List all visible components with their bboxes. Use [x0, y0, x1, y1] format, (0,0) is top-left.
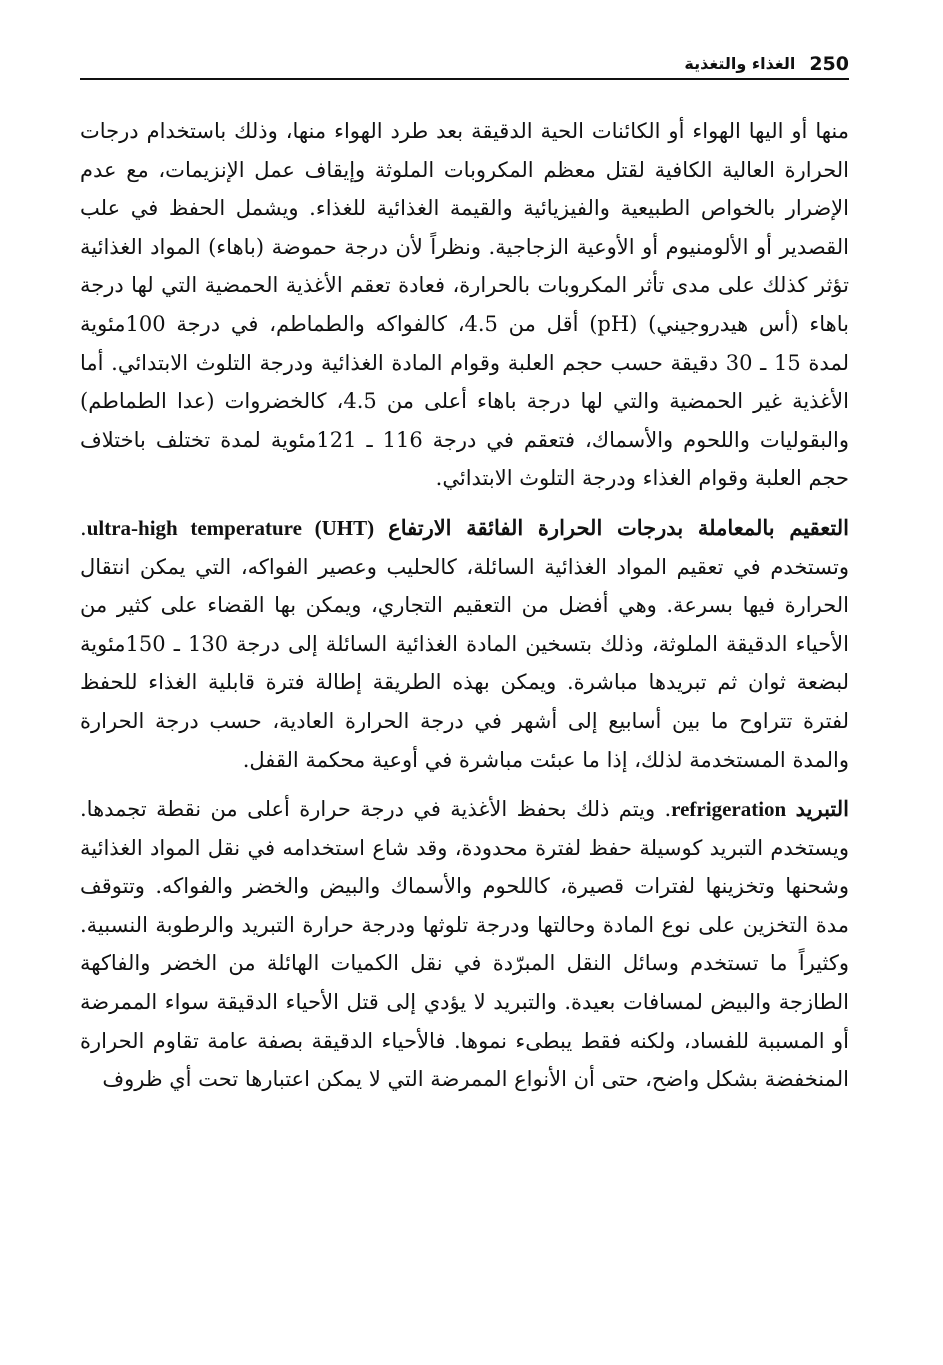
running-header: [80, 44, 849, 76]
paragraph-text: . ويتم ذلك بحفظ الأغذية في درجة حرارة أعلى من نقطة تجمدها. ويستخدم التبريد كوسيلة حفظ لفترة محدودة، وقد شاع استخدامه في نقل المواد الغذائية وشحنها وتخزينها لفترات قصيرة، كاللحوم والأسماك والبيض والخضر والفواكه. وتتوقف مدة التخزين على نوع المادة وحالتها ودرجة تلوثها ودرجة حرارة التبريد والرطوبة النسبية. وكثيراً ما تستخدم وسائل النقل المبرّدة في نقل الكميات الهائلة من الخضر والفاكهة الطازجة والبيض لمسافات بعيدة. والتبريد لا يؤدي إلى قتل الأحياء الدقيقة سواء الممرضة أو المسببة للفساد، ولكنه فقط يبطىء نموها. فالأحياء الدقيقة بصفة عامة تقاوم الحرارة المنخفضة بشكل واضح، حتى أن الأنواع الممرضة التي لا يمكن اعتبارها تحت أي ظروف: [80, 797, 849, 1092]
body-text: [80, 112, 849, 1099]
header-rule: [80, 78, 849, 80]
paragraph-text: . وتستخدم في تعقيم المواد الغذائية السائلة، كالحليب وعصير الفواكه، التي يمكن انتقال الحرارة فيها بسرعة. وهي أفضل من التعقيم التجاري، ويمكن بها القضاء على كثير من الأحياء الدقيقة الملوثة، وذلك بتسخين المادة الغذائية السائلة إلى درجة 130 ـ 150مئوية لبضعة ثوان ثم تبريدها مباشرة. ويمكن بهذه الطريقة إطالة فترة قابلية الغذاء للحفظ لفترة تتراوح ما بين أسابيع إلى أشهر في درجة الحرارة العادية، حسب درجة الحرارة والمدة المستخدمة لذلك، إذا ما عبئت مباشرة في أوعية محكمة القفل.: [80, 515, 849, 772]
section-heading-uht-english: ultra-high temperature (UHT): [86, 515, 375, 540]
paragraph-text: منها أو اليها الهواء أو الكائنات الحية الدقيقة بعد طرد الهواء منها، وذلك باستخدام درجات الحرارة العالية الكافية لقتل معظم المكروبات الملوثة وإيقاف عمل الإنزيمات، مع عدم الإضرار بالخواص الطبيعية والفيزيائية والقيمة الغذائية للغذاء. ويشمل الحفظ في علب القصدير أو الألومنيوم أو الأوعية الزجاجية. ونظراً لأن درجة حموضة (باهاء) المواد الغذائية تؤثر كذلك على مدى تأثر المكروبات بالحرارة، فعادة تعقم الأغذية الحمضية التي لها درجة باهاء (أس هيدروجيني) (pH) أقل من 4.5، كالفواكه والطماطم، في درجة 100مئوية لمدة 15 ـ 30 دقيقة حسب حجم العلبة وقوام المادة الغذائية ودرجة التلوث الابتدائي. أما الأغذية غير الحمضية والتي لها درجة باهاء أعلى من 4.5، كالخضروات (عدا الطماطم) والبقوليات واللحوم والأسماك، فتعقم في درجة 116 ـ 121مئوية لمدة تختلف باختلاف حجم العلبة وقوام الغذاء ودرجة التلوث الابتدائي.: [80, 119, 849, 491]
page-number: 250: [809, 53, 849, 75]
section-heading-refrigeration-english: refrigeration: [671, 797, 787, 822]
paragraph-uht: [80, 509, 849, 779]
paragraph-refrigeration: [80, 790, 849, 1099]
running-title: الغذاء والتغذية: [684, 54, 796, 73]
section-heading-uht: التعقيم بالمعاملة بدرجات الحرارة الفائقة الارتفاع: [388, 514, 849, 540]
paragraph-canning: [80, 112, 849, 498]
section-heading-refrigeration: التبريد: [795, 796, 849, 822]
